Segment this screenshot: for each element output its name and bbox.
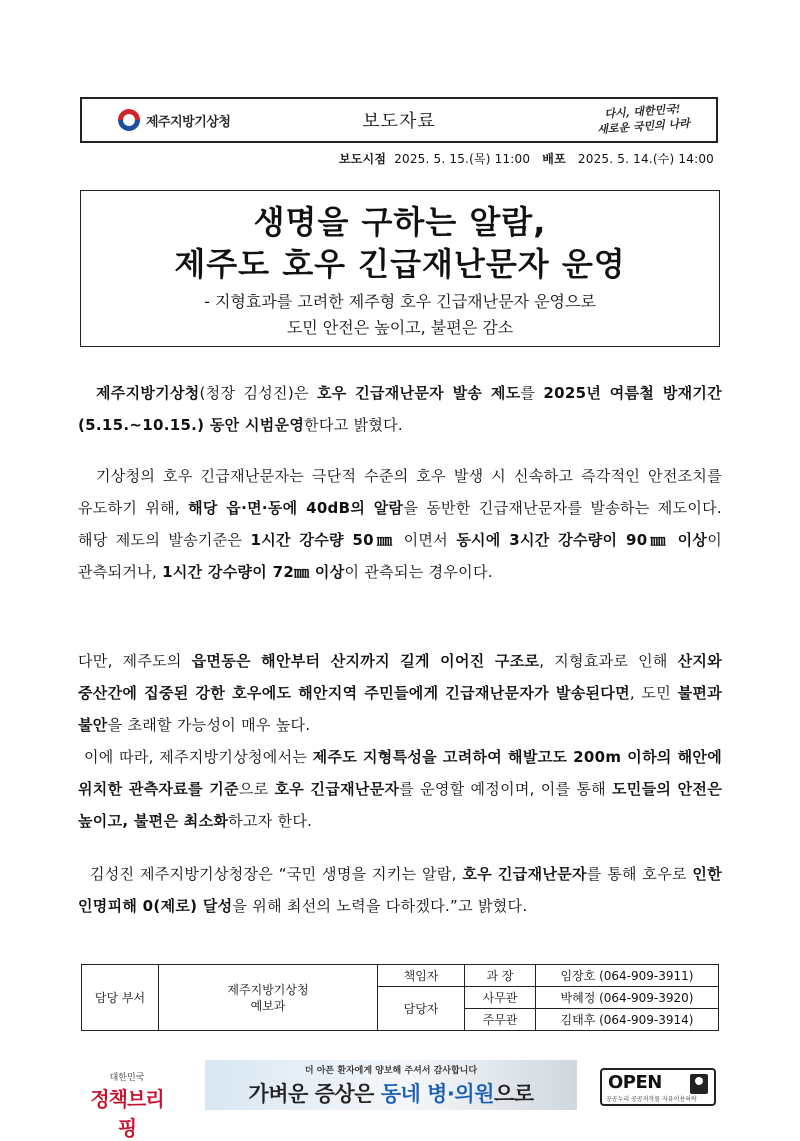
- dist-value: 2025. 5. 14.(수) 14:00: [577, 152, 714, 166]
- emphasis-text: 제주도 지형특성을 고려하여 해발고도 200m 이하의 해안에 위치한 관측자료를 기준: [78, 748, 722, 798]
- contact-role: 과 장: [465, 965, 536, 987]
- body-text: 하고자 한다.: [228, 812, 313, 830]
- emphasis-text: 1시간 강수량 50㎜: [250, 531, 396, 549]
- body-text: 김성진 제주지방기상청장은 “국민 생명을 지키는 알람,: [90, 865, 463, 883]
- paragraph-3: [78, 645, 722, 741]
- embargo-label: 보도시점: [338, 152, 387, 166]
- paragraph-2: [78, 460, 722, 588]
- body-text: 이면서: [395, 531, 457, 549]
- open-label: OPEN: [608, 1072, 662, 1093]
- title-box: [80, 190, 720, 347]
- kogl-open-badge: [600, 1068, 716, 1106]
- headline-line1: 생명을 구하는 알람,: [253, 203, 547, 241]
- body-text: 을 위해 최선의 노력을 다하겠다.”고 밝혔다.: [232, 897, 528, 915]
- contact-person: 김태후 (064-909-3914): [536, 1009, 719, 1031]
- header-box: [80, 97, 718, 143]
- emphasis-text: 인한 인명피해 0(제로) 달성: [78, 865, 723, 915]
- emphasis-text: 호우 긴급재난문자: [274, 780, 400, 798]
- org-name: 제주지방기상청: [146, 114, 231, 130]
- body-text: 기상청의 호우 긴급재난문자는 극단적 수준의 호우 발생 시 신속하고 즉각적인 안전조치를 유도하기 위해,: [78, 467, 722, 517]
- body-text: , 지형효과로 인해: [539, 652, 678, 670]
- emphasis-text: 1시간 강수량이 72㎜ 이상: [162, 563, 345, 581]
- emphasis-text: 동시에 3시간 강수량이 90㎜ 이상: [456, 531, 708, 549]
- emphasis-text: 읍면동은 해안부터 산지까지 길게 이어진 구조로: [191, 652, 540, 670]
- body-text: , 도민: [629, 684, 678, 702]
- emphasis-text: 제주지방기상청: [96, 384, 200, 402]
- briefing-small-text: 대한민국: [109, 1073, 145, 1083]
- emphasis-text: 도민들의 안전은 높이고, 불편은 최소화: [78, 780, 722, 830]
- headline-line2: 제주도 호우 긴급재난문자 운영: [174, 245, 626, 283]
- briefing-big-text: 정책브리핑: [90, 1087, 164, 1140]
- contact-role: 주무관: [465, 1009, 536, 1031]
- emphasis-text: 불편과 불안: [78, 684, 722, 734]
- banner-main-a: 가벼운 증상은: [248, 1082, 381, 1106]
- banner-main-text: [205, 1078, 577, 1108]
- attribution-person-icon: [690, 1074, 708, 1094]
- emphasis-text: 호우 긴급재난문자 발송 제도: [316, 384, 521, 402]
- body-text: (청장 김성진)은: [199, 384, 317, 402]
- dept-name-line1: 제주지방기상청: [227, 982, 309, 997]
- manager-label: 담당자: [378, 987, 465, 1031]
- emphasis-text: 2025년 여름철 방재기간(5.15.~10.15.) 동안 시범운영: [78, 384, 722, 434]
- contact-person: 박혜정 (064-909-3920): [536, 987, 719, 1009]
- contact-table: [81, 964, 719, 1031]
- subhead-line1: - 지형효과를 고려한 제주형 호우 긴급재난문자 운영으로: [204, 292, 596, 311]
- slogan-line2: 새로운 국민의 나라: [596, 116, 691, 137]
- body-text: 이에 따라, 제주지방기상청에서는: [84, 748, 313, 766]
- paragraph-5: [78, 858, 722, 922]
- dept-name-line2: 예보과: [250, 998, 286, 1013]
- paragraph-1: [78, 377, 722, 441]
- body-text: 을 초래할 가능성이 매우 높다.: [107, 716, 311, 734]
- body-text: 를 통해 호우로: [586, 865, 693, 883]
- emphasis-text: 산지와 중산간에 집중된 강한 호우에도 해안지역 주민들에게 긴급재난문자가 발송된다면: [78, 652, 722, 702]
- contact-role: 사무관: [465, 987, 536, 1009]
- body-text: 다만, 제주도의: [78, 652, 192, 670]
- doc-type: 보도자료: [362, 111, 436, 132]
- body-text: 으로: [238, 780, 275, 798]
- subhead-line2: 도민 안전은 높이고, 불편은 감소: [286, 318, 514, 337]
- policy-briefing-logo: [82, 1070, 172, 1141]
- embargo-value: 2025. 5. 15.(목) 11:00: [394, 152, 531, 166]
- slogan-line1: 다시, 대한민국!: [603, 102, 681, 121]
- banner-main-c: 으로: [493, 1082, 534, 1106]
- release-dates: [339, 150, 714, 167]
- body-text: 을 동반한 긴급재난문자를 발송하는 제도이다. 해당 제도의 발송기준은: [78, 499, 723, 549]
- body-text: 이 관측되는 경우이다.: [344, 563, 493, 581]
- emphasis-text: 해당 읍·면·동에 40dB의 알람: [188, 499, 404, 517]
- body-text: 를: [520, 384, 544, 402]
- open-sub-text: 공공누리 공공저작물 자유이용허락: [606, 1096, 697, 1103]
- banner-top-text: 더 아픈 환자에게 양보해 주셔서 감사합니다: [304, 1066, 478, 1076]
- responsible-label: 책임자: [378, 965, 465, 987]
- dept-name: [159, 965, 378, 1031]
- body-text: 이 관측되거나,: [78, 531, 722, 581]
- banner-main-b: 동네 병·의원: [380, 1082, 494, 1106]
- dist-label: 배포: [542, 152, 566, 166]
- dept-label: 담당 부서: [82, 965, 159, 1031]
- contact-person: 임장호 (064-909-3911): [536, 965, 719, 987]
- emphasis-text: 호우 긴급재난문자: [462, 865, 587, 883]
- body-text: 한다고 밝혔다.: [304, 416, 404, 434]
- campaign-banner: [205, 1060, 577, 1110]
- paragraph-4: [78, 741, 722, 837]
- body-text: 를 운영할 예정이며, 이를 통해: [399, 780, 612, 798]
